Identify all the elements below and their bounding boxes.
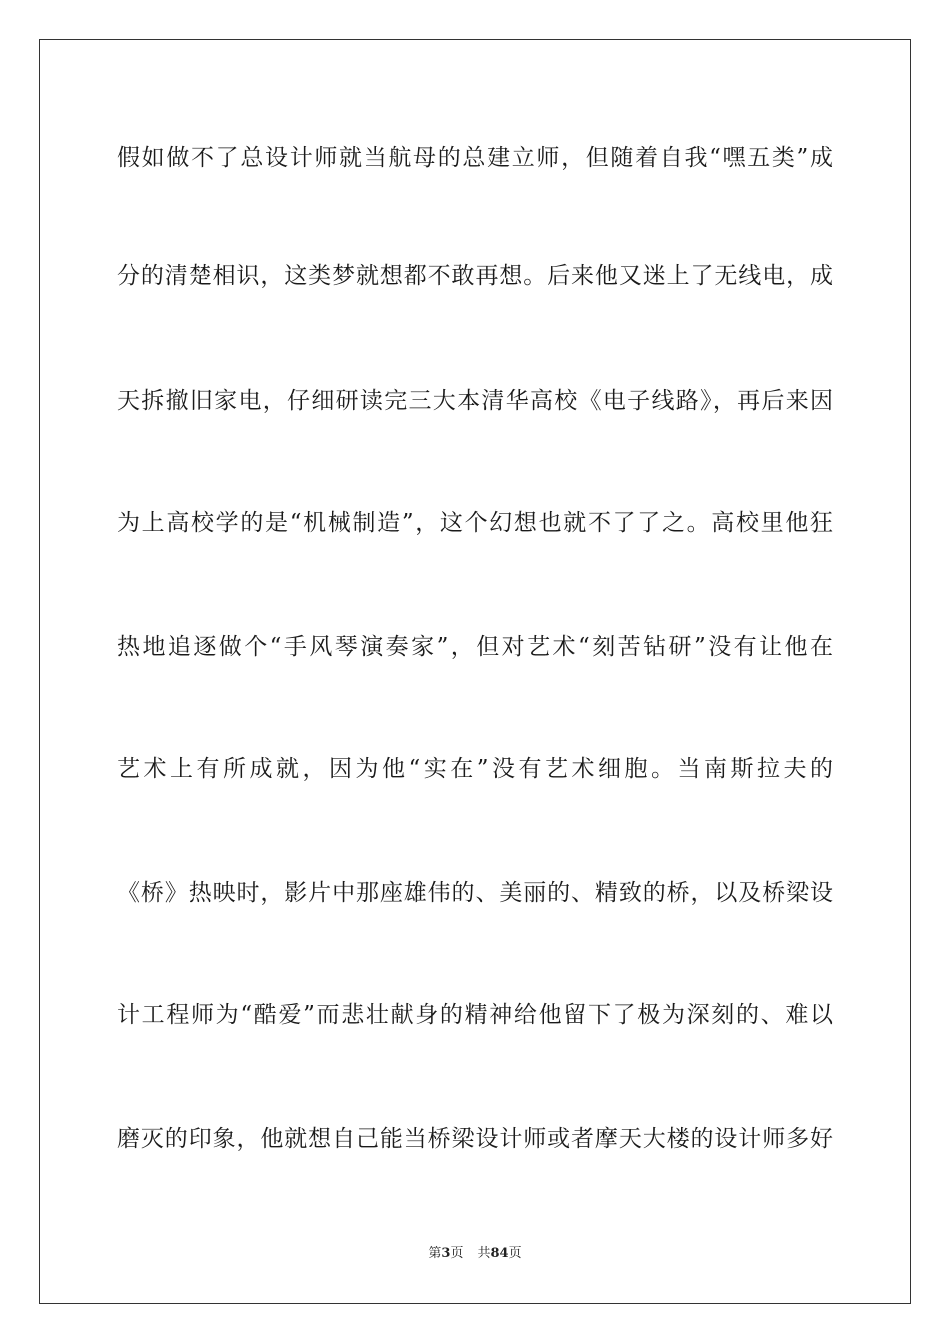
page-suffix: 页 (450, 1246, 464, 1261)
body-line-6: 艺术上有所成就，因为他“实在”没有艺术细胞。当南斯拉夫的 (117, 756, 833, 782)
body-line-7: 《桥》热映时，影片中那座雄伟的、美丽的、精致的桥，以及桥梁设 (117, 880, 833, 906)
body-line-5: 热地追逐做个“手风琴演奏家”，但对艺术“刻苦钻研”没有让他在 (117, 634, 833, 660)
body-line-4: 为上高校学的是“机械制造”，这个幻想也就不了了之。高校里他狂 (117, 510, 833, 536)
body-line-1: 假如做不了总设计师就当航母的总建立师，但随着自我“嘿五类”成 (117, 145, 833, 171)
body-line-8: 计工程师为“酷爱”而悲壮献身的精神给他留下了极为深刻的、难以 (117, 1002, 833, 1028)
body-line-9: 磨灭的印象，他就想自己能当桥梁设计师或者摩天大楼的设计师多好 (117, 1126, 833, 1152)
body-line-2: 分的清楚相识，这类梦就想都不敢再想。后来他又迷上了无线电，成 (117, 263, 833, 289)
body-line-3: 天拆撤旧家电，仔细研读完三大本清华高校《电子线路》，再后来因 (117, 388, 833, 414)
page-number: 3 (441, 1246, 451, 1261)
page-footer (0, 1245, 950, 1263)
total-suffix: 页 (508, 1246, 522, 1261)
total-prefix: 共 (477, 1246, 491, 1261)
page-prefix: 第 (428, 1246, 442, 1261)
page-border (39, 39, 911, 1304)
total-pages: 84 (490, 1246, 509, 1261)
